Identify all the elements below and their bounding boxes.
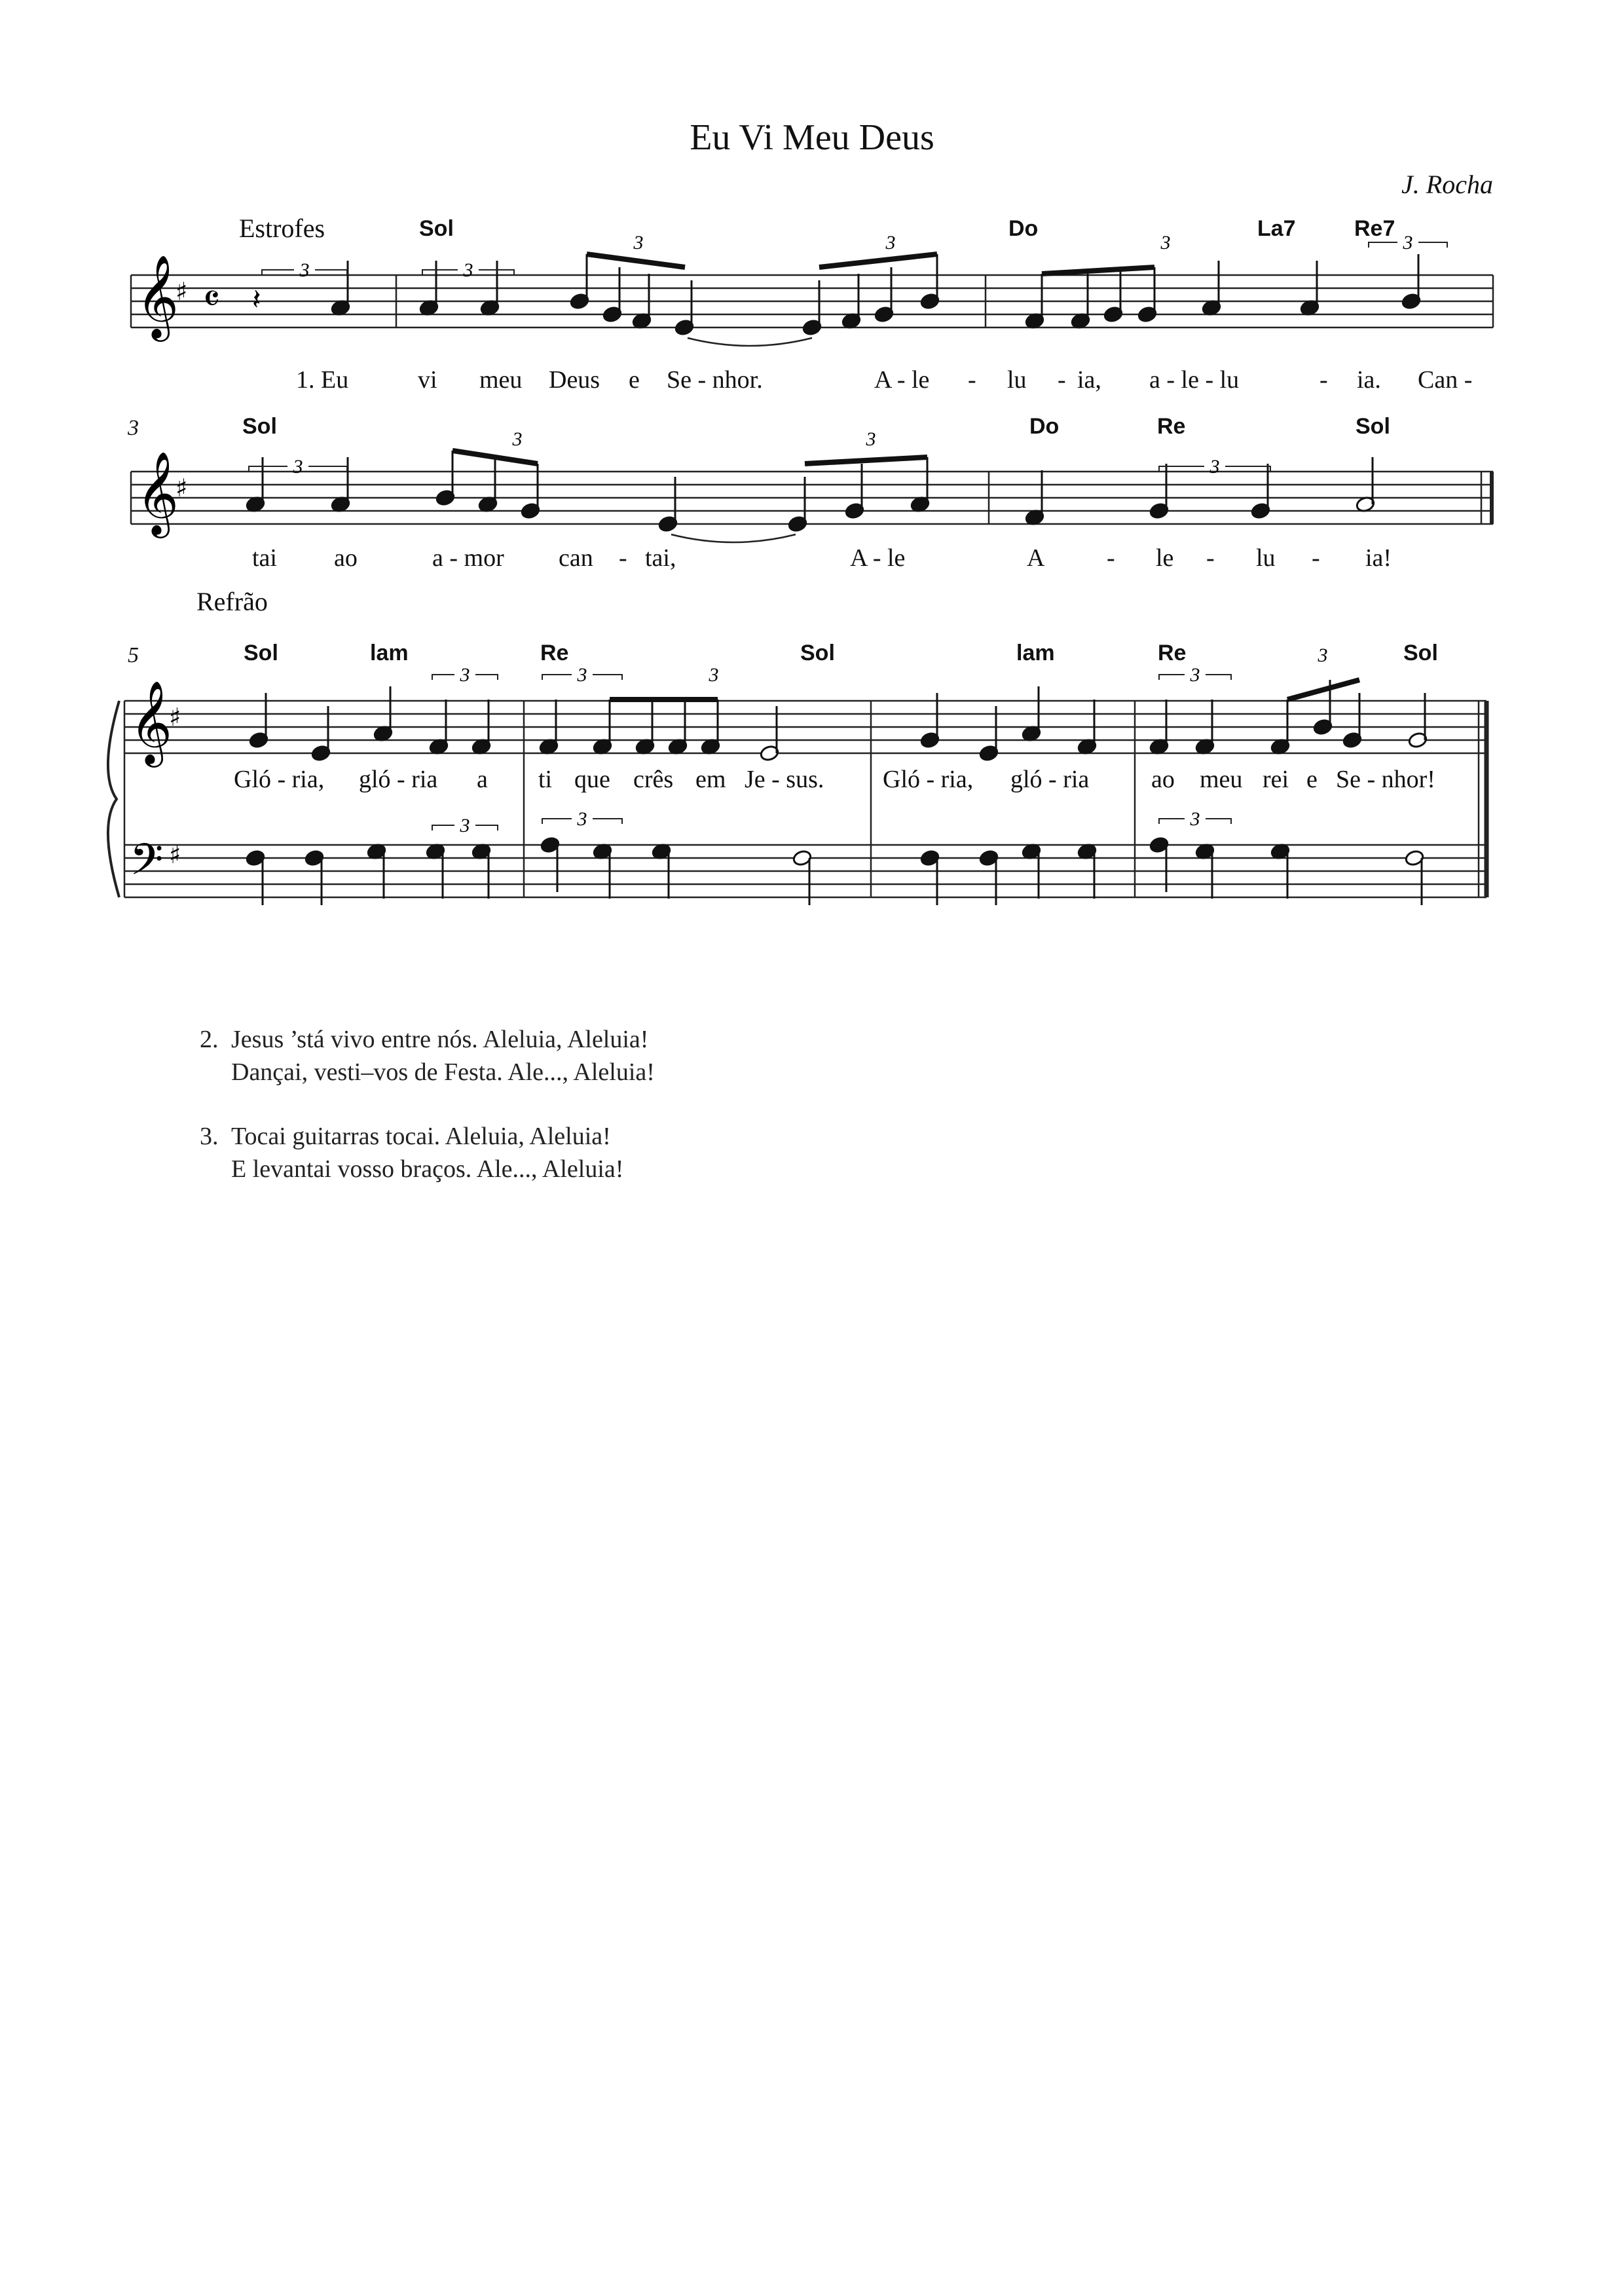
- note-beam: [819, 254, 937, 267]
- key-signature-sharp-icon: ♯: [169, 703, 181, 732]
- treble-clef-icon: 𝄞: [130, 680, 173, 764]
- tuplet-number: 3: [866, 428, 876, 450]
- verse-line: Dançai, vesti–vos de Festa. Ale..., Aleluia!: [231, 1058, 655, 1086]
- lyric-syllable: meu: [479, 366, 523, 394]
- tuplet-number: 3: [577, 808, 587, 830]
- bass-clef-icon: 𝄢: [130, 834, 164, 895]
- tie-slur: [688, 338, 812, 346]
- chord-symbol: Re7: [1354, 216, 1395, 241]
- lyric-syllable: a - le - lu: [1149, 366, 1240, 394]
- tuplet-number: 3: [460, 664, 470, 686]
- lyric-syllable: ia.: [1357, 366, 1381, 394]
- lyric-syllable: gló - ria: [1010, 766, 1090, 793]
- lyric-syllable: Can -: [1418, 366, 1473, 394]
- tuplet-number: 3: [885, 232, 896, 253]
- lyric-syllable: -: [1107, 544, 1115, 572]
- tuplet-number: 3: [293, 456, 303, 477]
- song-title: Eu Vi Meu Deus: [690, 117, 934, 158]
- lyric-syllable: -: [1058, 366, 1066, 394]
- verse-number: 3.: [200, 1123, 219, 1150]
- chord-symbol: Sol: [244, 641, 278, 665]
- lyric-syllable: can: [559, 544, 593, 572]
- quarter-rest-icon: 𝄽: [252, 283, 261, 316]
- lyric-syllable: -: [1312, 544, 1320, 572]
- verse-number: 2.: [200, 1026, 219, 1053]
- tuplet-number: 3: [1209, 456, 1220, 477]
- chord-symbol: Re: [1157, 414, 1186, 439]
- lyric-syllable: A - le: [850, 544, 906, 572]
- tuplet-number: 3: [1190, 808, 1200, 830]
- note-beam: [1287, 680, 1359, 700]
- verse-3: [200, 1120, 623, 1185]
- tuplet-number: 3: [1190, 664, 1200, 686]
- lyric-syllable: Je - sus.: [745, 766, 824, 793]
- composer: J. Rocha: [1401, 170, 1493, 199]
- lyric-syllable: A: [1027, 544, 1045, 572]
- lyric-syllable: ao: [334, 544, 358, 572]
- tuplet-number: 3: [1318, 644, 1328, 666]
- verse-line: E levantai vosso braços. Ale..., Aleluia!: [231, 1155, 624, 1183]
- tuplet-number: 3: [633, 232, 644, 253]
- lyric-syllable: ia!: [1365, 544, 1392, 572]
- tie-slur: [671, 534, 796, 542]
- key-signature-sharp-icon: ♯: [175, 474, 188, 502]
- tuplet-number: 3: [460, 815, 470, 836]
- lyric-syllable: -: [1206, 544, 1215, 572]
- section-refrain-label: Refrão: [196, 587, 268, 616]
- section-verses-label: Estrofes: [239, 214, 325, 243]
- chord-symbol: Do: [1008, 216, 1039, 241]
- lyric-syllable: ti: [538, 766, 553, 793]
- tuplet-number: 3: [709, 664, 719, 686]
- common-time-icon: 𝄴: [203, 276, 220, 321]
- verse-line: Tocai guitarras tocai. Aleluia, Aleluia!: [231, 1123, 611, 1150]
- lyric-syllable: lu: [1256, 544, 1276, 572]
- chord-symbol: Sol: [419, 216, 454, 241]
- lyric-syllable: -: [1320, 366, 1328, 394]
- music-notation: [0, 0, 1624, 950]
- chord-symbol: lam: [370, 641, 409, 665]
- lyric-syllable: ia,: [1077, 366, 1101, 394]
- brace-icon: [108, 701, 119, 897]
- lyric-syllable: lu: [1007, 366, 1027, 394]
- measure-number: 5: [128, 643, 139, 667]
- lyric-syllable: Se - nhor!: [1336, 766, 1435, 793]
- lyric-syllable: Se - nhor.: [667, 366, 763, 394]
- lyric-syllable: ao: [1151, 766, 1175, 793]
- chord-symbol: Sol: [242, 414, 277, 439]
- lyric-syllable: vi: [418, 366, 437, 394]
- note-beam: [1042, 267, 1154, 274]
- note-beam: [805, 457, 927, 464]
- lyric-syllable: rei: [1263, 766, 1289, 793]
- treble-clef-icon: 𝄞: [136, 451, 179, 534]
- chord-symbol: La7: [1257, 216, 1296, 241]
- tuplet-number: 3: [463, 259, 473, 281]
- chord-symbol: Sol: [800, 641, 835, 665]
- lyric-syllable: le: [1156, 544, 1174, 572]
- lyric-syllable: gló - ria: [359, 766, 438, 793]
- lyric-syllable: a - mor: [432, 544, 504, 572]
- chord-symbol: Re: [540, 641, 569, 665]
- key-signature-sharp-icon: ♯: [169, 840, 181, 869]
- tuplet-number: 3: [512, 428, 523, 450]
- chord-symbol: Do: [1029, 414, 1060, 439]
- lyric-syllable: crês: [633, 766, 674, 793]
- lyric-syllable: -: [619, 544, 627, 572]
- chord-symbol: lam: [1016, 641, 1055, 665]
- lyric-syllable: e: [1306, 766, 1318, 793]
- lyric-syllable: tai,: [645, 544, 676, 572]
- verse-2: [200, 1023, 655, 1089]
- tuplet-number: 3: [1160, 232, 1171, 253]
- lyric-syllable: Gló - ria,: [883, 766, 974, 793]
- tuplet-number: 3: [299, 259, 310, 281]
- lyric-syllable: 1. Eu: [296, 366, 349, 394]
- lyric-syllable: tai: [252, 544, 277, 572]
- lyric-syllable: a: [477, 766, 488, 793]
- chord-symbol: Re: [1158, 641, 1187, 665]
- lyric-syllable: -: [968, 366, 976, 394]
- tuplet-number: 3: [577, 664, 587, 686]
- lyric-syllable: Deus: [549, 366, 600, 394]
- lyric-syllable: que: [574, 766, 610, 793]
- lyric-syllable: e: [629, 366, 640, 394]
- key-signature-sharp-icon: ♯: [175, 277, 188, 306]
- note-beam: [587, 254, 685, 267]
- lyric-syllable: A - le: [874, 366, 930, 394]
- lyric-syllable: em: [695, 766, 726, 793]
- lyric-syllable: meu: [1200, 766, 1243, 793]
- lyric-syllable: Gló - ria,: [234, 766, 325, 793]
- chord-symbol: Sol: [1403, 641, 1438, 665]
- verse-line: Jesus ’stá vivo entre nós. Aleluia, Aleluia!: [231, 1026, 649, 1053]
- tuplet-number: 3: [1403, 232, 1413, 253]
- chord-symbol: Sol: [1356, 414, 1390, 439]
- measure-number: 3: [128, 416, 139, 440]
- treble-clef-icon: 𝄞: [136, 254, 179, 338]
